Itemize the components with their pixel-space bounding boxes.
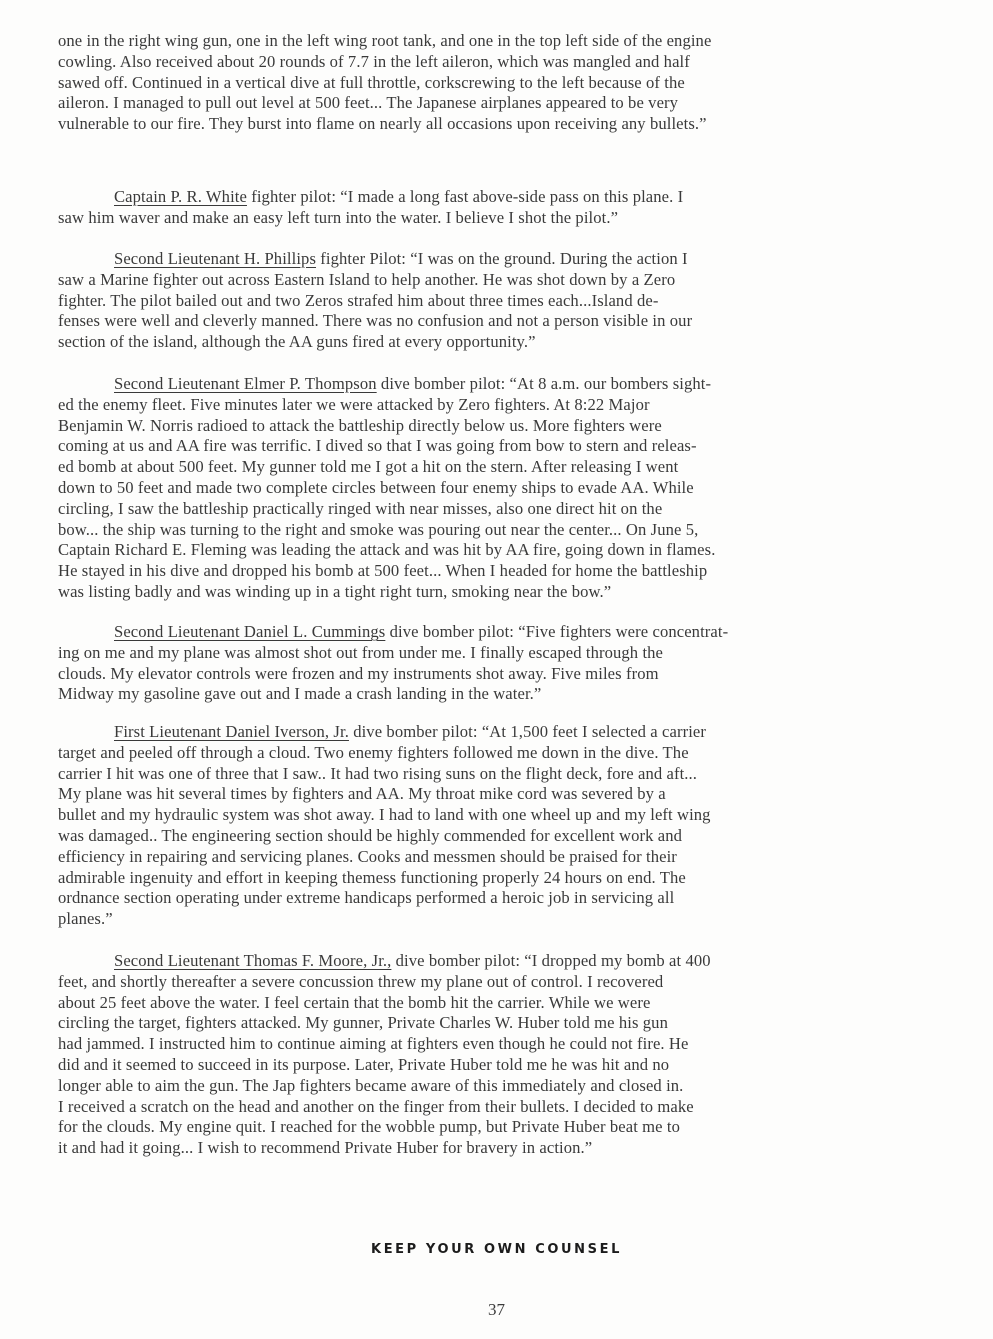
text-line: ing on me and my plane was almost shot out from under me. I finally escaped through the bbox=[58, 642, 664, 662]
testimony-text: dive bomber pilot: “Five fighters were concentrat- bbox=[385, 622, 729, 641]
testimony-first-line bbox=[58, 722, 948, 743]
text-line: was damaged.. The engineering section should be highly commended for excellent work and bbox=[58, 825, 683, 845]
text-line: one in the right wing gun, one in the left wing root tank, and one in the top left side of the engine bbox=[58, 31, 712, 50]
testimony-moore bbox=[58, 951, 948, 1159]
testimony-text: dive bomber pilot: “At 8 a.m. our bombers sight- bbox=[376, 374, 712, 393]
speaker-name: Second Lieutenant Thomas F. Moore, Jr., bbox=[114, 951, 392, 970]
speaker-name: Captain P. R. White bbox=[114, 187, 247, 206]
text-line: ed bomb at about 500 feet. My gunner told me I got a hit on the stern. After releasing I went bbox=[58, 457, 679, 477]
testimony-first-line bbox=[58, 951, 948, 972]
text-line: ordnance section operating under extreme handicaps performed a heroic job in servicing all bbox=[58, 888, 675, 908]
speaker-name: Second Lieutenant H. Phillips bbox=[114, 249, 317, 268]
text-line: My plane was hit several times by fighters and AA. My throat mike cord was severed by a bbox=[58, 784, 666, 804]
text-line: circling, I saw the battleship practically ringed with near misses, also one direct hit on the bbox=[58, 498, 663, 518]
text-line: planes.” bbox=[58, 909, 113, 929]
text-line: He stayed in his dive and dropped his bomb at 500 feet... When I headed for home the battleship bbox=[58, 561, 708, 581]
testimony-text: fighter pilot: “I made a long fast above-side pass on this plane. I bbox=[246, 187, 684, 206]
text-line: section of the island, although the AA guns fired at every opportunity.” bbox=[58, 332, 536, 352]
text-line: circling the target, fighters attacked. My gunner, Private Charles W. Huber told me his gun bbox=[58, 1013, 668, 1033]
speaker-name: First Lieutenant Daniel Iverson, Jr. bbox=[114, 722, 349, 741]
text-line: about 25 feet above the water. I feel certain that the bomb hit the carrier. While we were bbox=[58, 992, 651, 1012]
opening-paragraph bbox=[58, 31, 948, 135]
text-line: saw him waver and make an easy left turn into the water. I believe I shot the pilot.” bbox=[58, 207, 619, 227]
text-line: coming at us and AA fire was terrific. I dived so that I was going from bow to stern and releas- bbox=[58, 436, 697, 456]
testimony-first-line bbox=[58, 187, 948, 208]
text-line: cowling. Also received about 20 rounds of 7.7 in the left aileron, which was mangled and half bbox=[58, 51, 690, 71]
text-line: target and peeled off through a cloud. Two enemy fighters followed me down in the dive. The bbox=[58, 742, 689, 762]
text-line: Midway my gasoline gave out and I made a crash landing in the water.” bbox=[58, 684, 542, 704]
testimony-text: dive bomber pilot: “I dropped my bomb at 400 bbox=[391, 951, 711, 970]
text-line: down to 50 feet and made two complete circles between four enemy ships to evade AA. While bbox=[58, 477, 694, 497]
text-line: it and had it going... I wish to recommend Private Huber for bravery in action.” bbox=[58, 1138, 593, 1158]
text-line: bow... the ship was turning to the right and smoke was pouring out near the center... On June 5, bbox=[58, 519, 699, 539]
text-line: aileron. I managed to pull out level at 500 feet... The Japanese airplanes appeared to be very bbox=[58, 93, 679, 113]
text-line: had jammed. I instructed him to continue aiming at fighters even though he could not fire. He bbox=[58, 1034, 689, 1054]
text-line: was listing badly and was winding up in a tight right turn, smoking near the bow.” bbox=[58, 581, 612, 601]
testimony-text: dive bomber pilot: “At 1,500 feet I selected a carrier bbox=[348, 722, 707, 741]
text-line: efficiency in repairing and servicing planes. Cooks and messmen should be praised for their bbox=[58, 846, 677, 866]
text-line: feet, and shortly thereafter a severe concussion threw my plane out of control. I recovered bbox=[58, 971, 664, 991]
text-line: ed the enemy fleet. Five minutes later we were attacked by Zero fighters. At 8:22 Major bbox=[58, 394, 650, 414]
text-line: for the clouds. My engine quit. I reached for the wobble pump, but Private Huber beat me to bbox=[58, 1117, 680, 1137]
text-line: clouds. My elevator controls were frozen and my instruments shot away. Five miles from bbox=[58, 663, 659, 683]
text-line: admirable ingenuity and effort in keeping themess functioning properly 24 hours on end. The bbox=[58, 867, 686, 887]
footer-motto: KEEP YOUR OWN COUNSEL bbox=[371, 1242, 622, 1257]
text-line: Benjamin W. Norris radioed to attack the battleship directly below us. More fighters were bbox=[58, 415, 662, 435]
testimony-text: fighter Pilot: “I was on the ground. During the action I bbox=[316, 249, 688, 268]
testimony-cummings bbox=[58, 622, 948, 705]
text-line: longer able to aim the gun. The Jap fighters became aware of this immediately and closed in. bbox=[58, 1075, 684, 1095]
speaker-name: Second Lieutenant Daniel L. Cummings bbox=[114, 622, 386, 641]
testimony-white bbox=[58, 187, 948, 229]
text-line: vulnerable to our fire. They burst into flame on nearly all occasions upon receiving any bullets.” bbox=[58, 114, 707, 134]
testimony-phillips bbox=[58, 249, 948, 353]
text-line: sawed off. Continued in a vertical dive at full throttle, corkscrewing to the left because of the bbox=[58, 72, 685, 92]
testimony-iverson bbox=[58, 722, 948, 930]
testimony-first-line bbox=[58, 374, 948, 395]
testimony-first-line bbox=[58, 249, 948, 270]
testimony-first-line bbox=[58, 622, 948, 643]
text-line: fenses were well and cleverly manned. There was no confusion and not a person visible in our bbox=[58, 311, 693, 331]
text-line: I received a scratch on the head and another on the finger from their bullets. I decided to make bbox=[58, 1096, 694, 1116]
text-line: Captain Richard E. Fleming was leading the attack and was hit by AA fire, going down in flames. bbox=[58, 540, 716, 560]
text-line: bullet and my hydraulic system was shot away. I had to land with one wheel up and my left wing bbox=[58, 805, 711, 825]
testimony-thompson bbox=[58, 374, 948, 603]
text-line: saw a Marine fighter out across Eastern Island to help another. He was shot down by a Zero bbox=[58, 269, 676, 289]
text-line: carrier I hit was one of three that I saw.. It had two rising suns on the flight deck, fore and aft... bbox=[58, 763, 698, 783]
text-line: did and it seemed to succeed in its purpose. Later, Private Huber told me he was hit and no bbox=[58, 1054, 670, 1074]
text-line: fighter. The pilot bailed out and two Zeros strafed him about three times each...Island de- bbox=[58, 290, 659, 310]
speaker-name: Second Lieutenant Elmer P. Thompson bbox=[114, 374, 377, 393]
page-number: 37 bbox=[488, 1300, 505, 1319]
